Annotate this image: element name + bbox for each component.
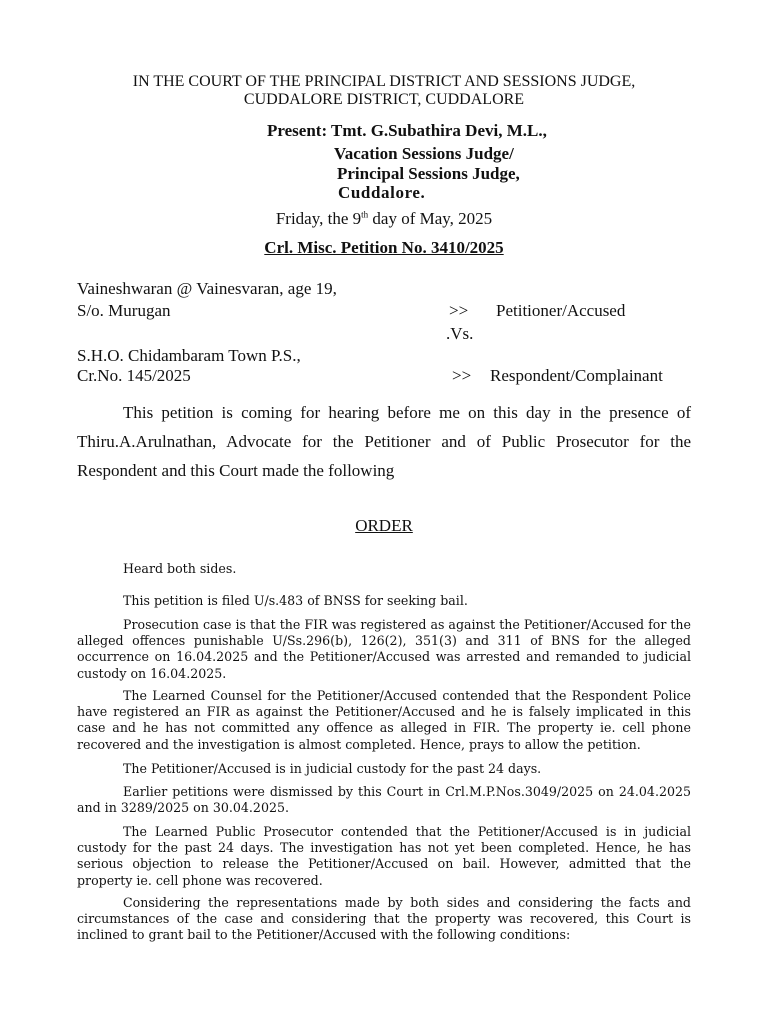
petitioner-parent: S/o. Murugan — [77, 301, 171, 320]
judge-designation2: Principal Sessions Judge, — [337, 164, 520, 183]
paragraph-heard: Heard both sides. — [123, 561, 237, 576]
respondent-arrow: >> — [452, 366, 472, 385]
petitioner-name: Vaineshwaran @ Vainesvaran, age 19, — [77, 279, 337, 298]
paragraph-prosecutor-contention: The Learned Public Prosecutor contended that the Petitioner/Accused is in judicial custody for the past 24 days. The investigation has not yet been completed. Hence, he has serious objection to release the Petitioner/Accused on bail. However, admitted that the property ie. cell phone was recovered. — [77, 824, 691, 888]
petitioner-role: Petitioner/Accused — [496, 301, 626, 320]
judge-designation1: Vacation Sessions Judge/ — [334, 144, 514, 163]
paragraph-counsel-contention: The Learned Counsel for the Petitioner/Accused contended that the Respondent Police have registered an FIR as against the Petitioner/Accused and he is falsely implicated in this case and he has not committed any offence as alleged in FIR. The property ie. cell phone recovered and the investigation is almost completed. Hence, prays to allow the petition. — [77, 688, 691, 752]
presiding-judge: Present: Tmt. G.Subathira Devi, M.L., — [267, 121, 547, 140]
hearing-date: Friday, the 9th day of May, 2025 — [275, 209, 493, 228]
court-name-line1: IN THE COURT OF THE PRINCIPAL DISTRICT AND SESSIONS JUDGE, — [132, 73, 636, 90]
judge-place: Cuddalore. — [338, 183, 426, 202]
paragraph-prosecution-case: Prosecution case is that the FIR was registered as against the Petitioner/Accused for the alleged offences punishable U/Ss.296(b), 126(2), 351(3) and 311 of BNS for the alleged occurrence on 16.04.2025 and the Petitioner/Accused was arrested and remanded to judicial custody on 16.04.2025. — [77, 617, 691, 681]
paragraph-earlier-petitions: Earlier petitions were dismissed by this Court in Crl.M.P.Nos.3049/2025 on 24.04.2025 and in 3289/2025 on 30.04.2025. — [77, 784, 691, 816]
court-name-line2: CUDDALORE DISTRICT, CUDDALORE — [243, 91, 525, 108]
versus-label: .Vs. — [446, 324, 474, 343]
paragraph-petition-filed: This petition is filed U/s.483 of BNSS for seeking bail. — [123, 593, 468, 608]
case-number: Crl. Misc. Petition No. 3410/2025 — [264, 238, 504, 257]
order-heading: ORDER — [355, 516, 413, 535]
paragraph-custody: The Petitioner/Accused is in judicial custody for the past 24 days. — [123, 761, 542, 776]
intro-paragraph: This petition is coming for hearing before me on this day in the presence of Thiru.A.Arulnathan, Advocate for the Petitioner and of Public Prosecutor for the Respondent and this Court made the following — [77, 403, 691, 480]
petitioner-arrow: >> — [449, 301, 469, 320]
respondent-role: Respondent/Complainant — [490, 366, 663, 385]
paragraph-considering: Considering the representations made by both sides and considering the facts and circumstances of the case and considering that the property was recovered, this Court is inclined to grant bail to the Petitioner/Accused with the following conditions: — [77, 895, 691, 943]
respondent-name: S.H.O. Chidambaram Town P.S., — [77, 346, 301, 365]
respondent-crime-number: Cr.No. 145/2025 — [77, 366, 191, 385]
